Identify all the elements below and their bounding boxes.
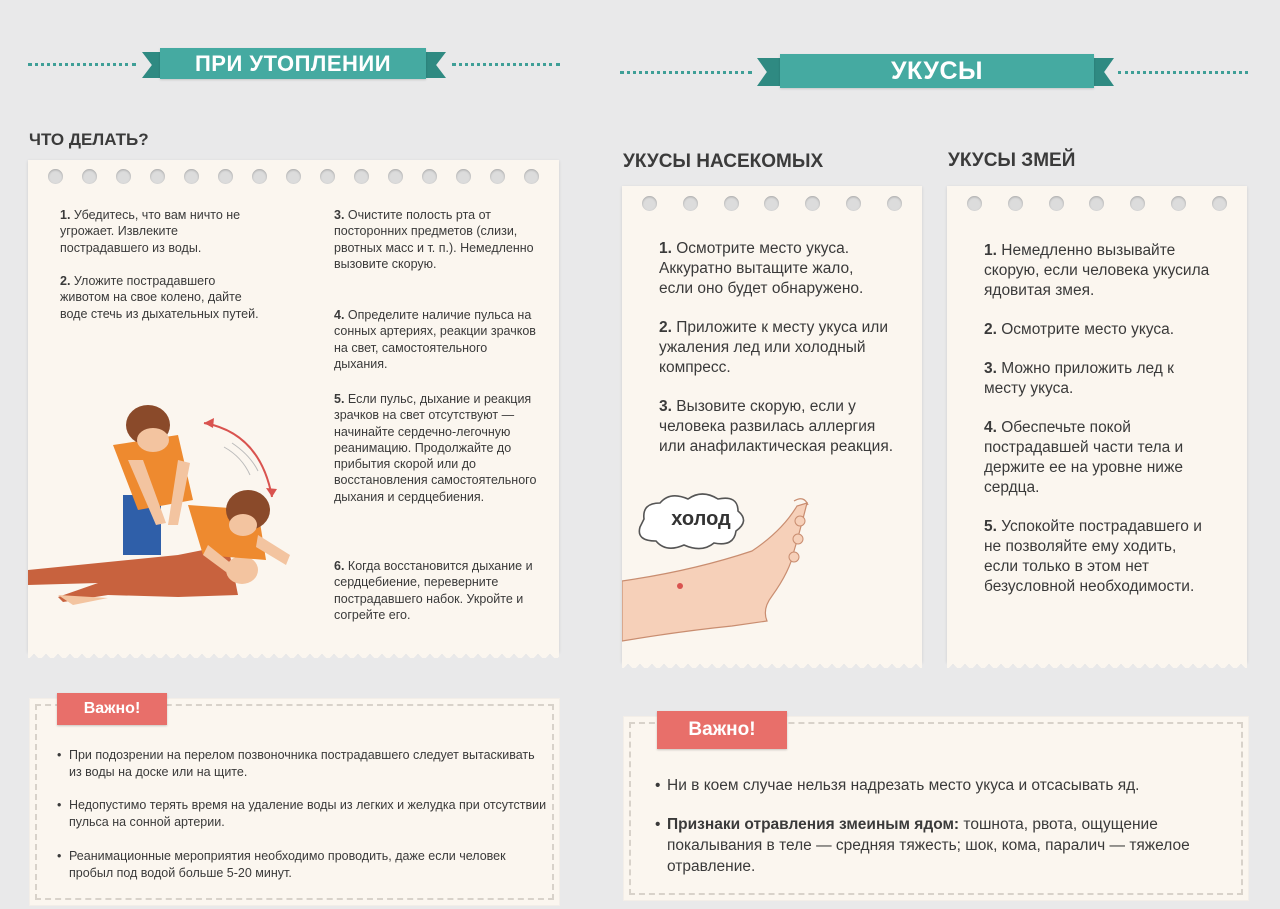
snake-step-5: 5. Успокойте пострадавшего и не позволяйте ему ходить, если только в этом нет безусловной необходимости. [984, 518, 1202, 596]
ribbon-dotted-line-left [620, 71, 752, 74]
important-bullet: • Реанимационные мероприятия необходимо проводить, даже если человек пробыл под водой больше 5-20 минут. [57, 848, 549, 882]
ribbon-dotted-line-right [452, 63, 560, 66]
cpr-illustration [28, 405, 308, 620]
what-to-do-heading: ЧТО ДЕЛАТЬ? [29, 130, 149, 149]
bites-ribbon-title: УКУСЫ [780, 54, 1094, 88]
binder-holes [28, 169, 559, 184]
drowning-step-1: 1. Убедитесь, что вам ничто не угрожает. Извлеките пострадавшего из воды. [60, 208, 241, 255]
drowning-step-2: 2. Уложите пострадавшего животом на свое колено, дайте воде стечь из дыхательных путей. [60, 274, 259, 321]
snake-step-1: 1. Немедленно вызывайте скорую, если человека укусила ядовитая змея. [984, 242, 1210, 300]
important-bullet: • Признаки отравления змеиным ядом: тошнота, рвота, ощущение покалывания в теле — средняя тяжесть; шок, кома, паралич — тяжелое отравление. [655, 815, 1237, 878]
cold-label: холод [671, 508, 731, 530]
binder-holes [947, 196, 1247, 211]
snake-bites-heading: УКУСЫ ЗМЕЙ [948, 150, 1076, 171]
drowning-step-6: 6. Когда восстановится дыхание и сердцебиение, переверните пострадавшего набок. Укройте и согрейте его. [334, 559, 533, 622]
insect-note-paper [622, 186, 922, 662]
binder-holes [622, 196, 922, 211]
drowning-ribbon-title: ПРИ УТОПЛЕНИИ [160, 48, 426, 79]
drowning-step-3: 3. Очистите полость рта от посторонних предметов (слизи, рвотных масс и т. п.). Немедленно вызовите скорую. [334, 208, 534, 271]
insect-step-1: 1. Осмотрите место укуса. Аккуратно вытащите жало, если оно будет обнаружено. [659, 240, 864, 298]
ribbon-dotted-line-left [28, 63, 136, 66]
insect-bites-heading: УКУСЫ НАСЕКОМЫХ [623, 151, 824, 172]
snake-step-4: 4. Обеспечьте покой пострадавшей части тела и держите ее на уровне ниже сердца. [984, 419, 1184, 497]
important-badge: Важно! [657, 711, 787, 749]
insect-step-2: 2. Приложите к месту укуса или ужаления лед или холодный компресс. [659, 319, 888, 377]
drowning-step-5: 5. Если пульс, дыхание и реакция зрачков на свет отсутствуют — начинайте сердечно-легочную реанимацию. Продолжайте до прибытия скорой или до восстановления самостоятельного дыхания и сердцебиения. [334, 392, 537, 504]
drowning-step-4: 4. Определите наличие пульса на сонных артериях, реакции зрачков на свет, самостоятельного дыхания. [334, 308, 536, 371]
snake-note-paper [947, 186, 1247, 662]
important-badge: Важно! [57, 693, 167, 725]
snake-step-2: 2. Осмотрите место укуса. [984, 321, 1175, 338]
important-bullet: • Недопустимо терять время на удаление воды из легких и желудка при отсутствии пульса на сонной артерии. [57, 797, 549, 831]
snake-step-3: 3. Можно приложить лед к месту укуса. [984, 360, 1174, 398]
important-bullet: • Ни в коем случае нельзя надрезать место укуса и отсасывать яд. [655, 776, 1237, 797]
drowning-important-box [29, 698, 560, 906]
bites-important-box [623, 716, 1249, 901]
ribbon-dotted-line-right [1118, 71, 1248, 74]
insect-step-3: 3. Вызовите скорую, если у человека развилась аллергия или анафилактическая реакция. [659, 398, 894, 456]
drowning-note-paper [28, 160, 559, 652]
important-bullet: • При подозрении на перелом позвоночника пострадавшего следует вытаскивать из воды на доске или на щите. [57, 747, 549, 781]
